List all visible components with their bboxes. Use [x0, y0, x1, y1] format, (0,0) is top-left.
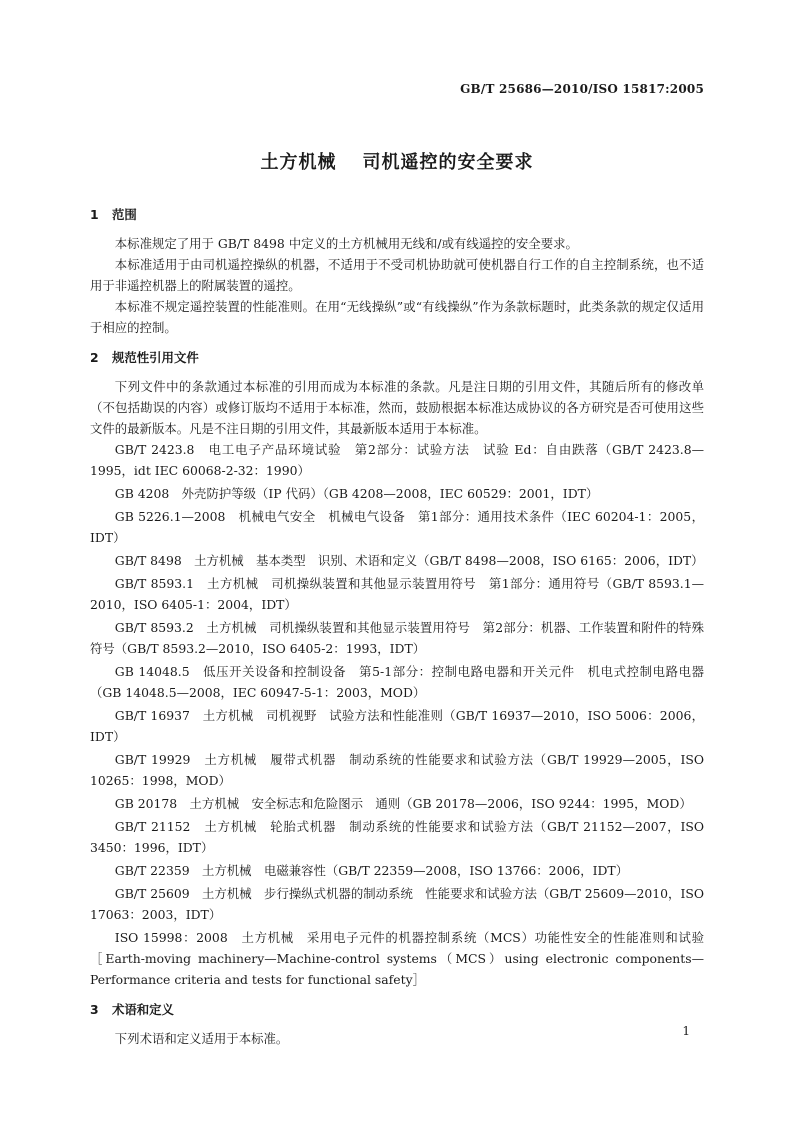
reference-item: GB/T 2423.8 电工电子产品环境试验 第2部分：试验方法 试验 Ed：自由跌落（GB/T 2423.8—1995，idt IEC 60068-2-32：1990）: [90, 442, 704, 478]
reference-item: GB/T 25609 土方机械 步行操纵式机器的制动系统 性能要求和试验方法（GB/T 25609—2010，ISO 17063：2003，IDT）: [90, 886, 704, 922]
paragraph: 下列文件中的条款通过本标准的引用而成为本标准的条款。凡是注日期的引用文件，其随后所有的修改单（不包括勘误的内容）或修订版均不适用于本标准，然而，鼓励根据本标准达成协议的各方研究是否可使用这些文件的最新版本。凡是不注日期的引用文件，其最新版本适用于本标准。: [90, 379, 704, 436]
document-body: [90, 204, 704, 1049]
reference-item: GB/T 22359 土方机械 电磁兼容性（GB/T 22359—2008，ISO 13766：2006，IDT）: [114, 863, 629, 878]
standard-code-header: GB/T 25686—2010/ISO 15817:2005: [460, 82, 704, 96]
paragraph: 本标准规定了用于 GB/T 8498 中定义的土方机械用无线和/或有线遥控的安全要求。: [114, 236, 578, 251]
section-heading-scope: 1 范围: [90, 207, 137, 222]
reference-item: GB 5226.1—2008 机械电气安全 机械电气设备 第1部分：通用技术条件（IEC 60204-1：2005，IDT）: [90, 509, 704, 545]
reference-item: GB/T 19929 土方机械 履带式机器 制动系统的性能要求和试验方法（GB/T 19929—2005，ISO 10265：1998，MOD）: [90, 752, 704, 788]
title-part-1: 土方机械: [260, 152, 337, 173]
paragraph: 本标准不规定遥控装置的性能准则。在用“无线操纵”或“有线操纵”作为条款标题时，此类条款的规定仅适用于相应的控制。: [90, 299, 704, 335]
page-number: 1: [682, 1024, 690, 1038]
reference-item: GB/T 21152 土方机械 轮胎式机器 制动系统的性能要求和试验方法（GB/T 21152—2007，ISO 3450：1996，IDT）: [90, 819, 704, 855]
reference-item: GB 4208 外壳防护等级（IP 代码）（GB 4208—2008，IEC 60529：2001，IDT）: [114, 486, 599, 501]
paragraph: 本标准适用于由司机遥控操纵的机器，不适用于不受司机协助就可使机器自行工作的自主控制系统，也不适用于非遥控机器上的附属装置的遥控。: [90, 257, 704, 293]
title-part-2: 司机遥控的安全要求: [362, 152, 534, 173]
reference-item: GB/T 8593.2 土方机械 司机操纵装置和其他显示装置用符号 第2部分：机器、工作装置和附件的特殊符号（GB/T 8593.2—2010，ISO 6405-2：1993，IDT）: [90, 620, 704, 656]
reference-item: GB/T 16937 土方机械 司机视野 试验方法和性能准则（GB/T 16937—2010，ISO 5006：2006，IDT）: [90, 708, 704, 744]
reference-item: GB/T 8593.1 土方机械 司机操纵装置和其他显示装置用符号 第1部分：通用符号（GB/T 8593.1—2010，ISO 6405-1：2004，IDT）: [90, 576, 704, 612]
reference-item: GB 20178 土方机械 安全标志和危险图示 通则（GB 20178—2006，ISO 9244：1995，MOD）: [114, 796, 692, 811]
reference-item: GB/T 8498 土方机械 基本类型 识别、术语和定义（GB/T 8498—2008，ISO 6165：2006，IDT）: [114, 553, 704, 568]
section-heading-terms-definitions: 3 术语和定义: [90, 1002, 174, 1017]
section-heading-normative-references: 2 规范性引用文件: [90, 350, 199, 365]
reference-item: GB 14048.5 低压开关设备和控制设备 第5-1部分：控制电路电器和开关元件 机电式控制电路电器（GB 14048.5—2008，IEC 60947-5-1：2003，MOD）: [90, 664, 704, 700]
paragraph: 下列术语和定义适用于本标准。: [114, 1031, 289, 1046]
document-title: [0, 148, 794, 174]
reference-item: ISO 15998：2008 土方机械 采用电子元件的机器控制系统（MCS）功能性安全的性能准则和试验［Earth-moving machinery—Machine-control systems（MCS）using electronic components—Performance criteria and tests for functional safety］: [90, 930, 704, 987]
